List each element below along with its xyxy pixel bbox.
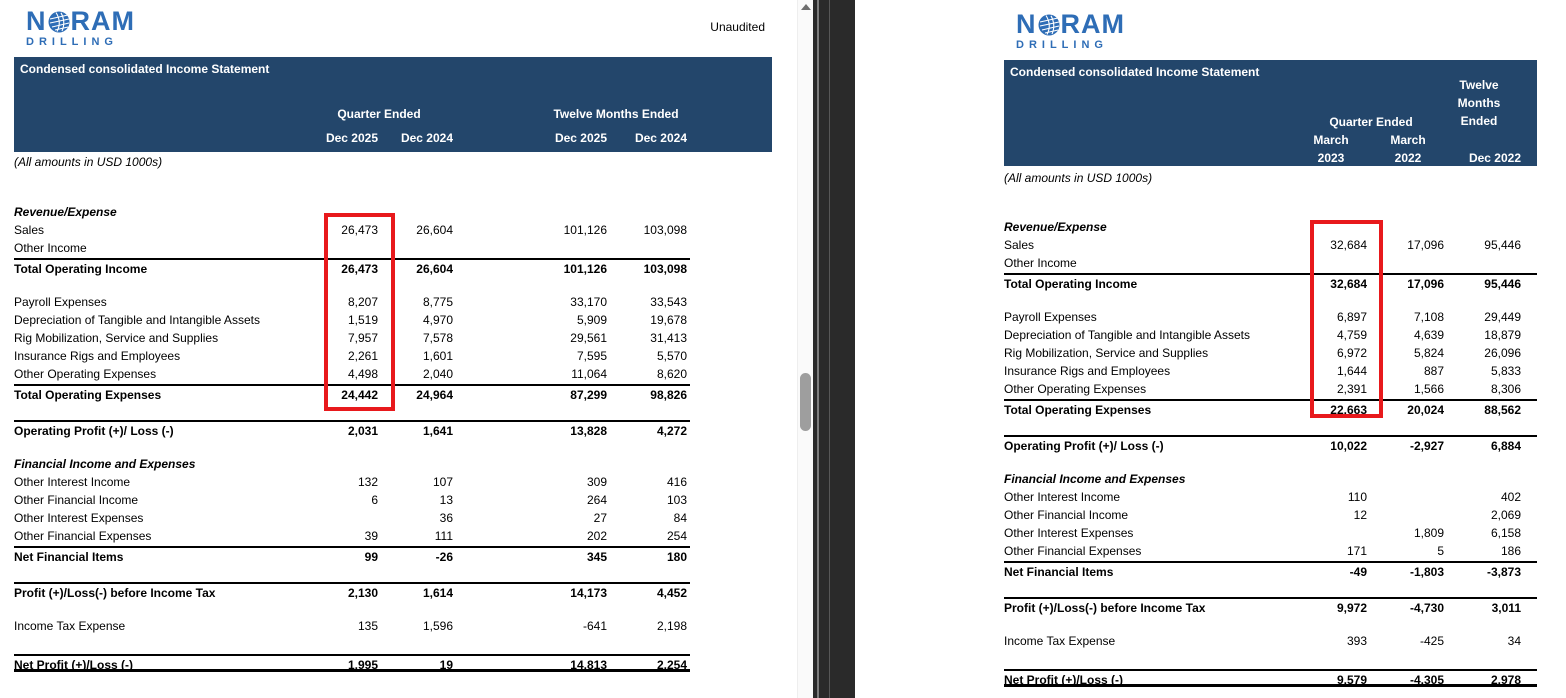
cell-value: 26,604 <box>416 223 453 237</box>
cell-value: 26,473 <box>341 262 378 276</box>
cell-value: 33,543 <box>650 295 687 309</box>
cell-value: 2,040 <box>422 367 453 381</box>
globe-icon <box>48 11 70 33</box>
cell-value: 32,684 <box>1330 238 1367 252</box>
cell-value: 18,879 <box>1484 328 1521 342</box>
cell-value: 17,096 <box>1407 238 1444 252</box>
cell-value: 2,031 <box>347 424 378 438</box>
cell-value: 20,024 <box>1407 403 1444 417</box>
noram-drilling-logo <box>26 8 135 48</box>
statement-title: Condensed consolidated Income Statement <box>20 62 270 76</box>
table-row <box>14 474 690 492</box>
cell-value: -49 <box>1349 565 1367 579</box>
col-header-q2: Dec 2024 <box>400 131 453 145</box>
statement-header-band <box>14 57 772 152</box>
months-line: Months <box>1457 96 1501 110</box>
spacer-row <box>1004 417 1537 435</box>
row-label: Profit (+)/Loss(-) before Income Tax <box>14 586 216 600</box>
cell-value: 13,828 <box>570 424 607 438</box>
table-row <box>1004 489 1537 507</box>
row-label: Sales <box>14 223 45 237</box>
cell-value: 8,775 <box>422 295 453 309</box>
table-row <box>1004 399 1537 417</box>
table-row <box>1004 471 1537 489</box>
cell-value: 1,644 <box>1336 364 1367 378</box>
cell-value: 4,272 <box>656 424 687 438</box>
cell-value: -1,803 <box>1409 565 1444 579</box>
col-header-q1: Dec 2025 <box>325 131 378 145</box>
cell-value: 14,173 <box>570 586 607 600</box>
table-row <box>1004 597 1537 615</box>
cell-value: 12 <box>1353 508 1367 522</box>
col-group-quarter-ended: Quarter Ended <box>337 107 421 121</box>
row-label: Other Interest Expenses <box>14 511 144 525</box>
table-row <box>14 546 690 564</box>
cell-value: -4,305 <box>1409 673 1444 687</box>
cell-value: 26,604 <box>416 262 453 276</box>
cell-value: 88,562 <box>1484 403 1521 417</box>
col-header-t1: Dec 2025 <box>554 131 607 145</box>
highlight-box <box>1310 220 1383 418</box>
twelve-line: Twelve <box>1459 78 1499 92</box>
cell-value: 36 <box>439 511 453 525</box>
cell-value: 7,578 <box>422 331 453 345</box>
row-label: Other Interest Expenses <box>1004 526 1134 540</box>
cell-value: 103,098 <box>643 223 687 237</box>
row-label: Other Operating Expenses <box>14 367 157 381</box>
cell-value: 13 <box>439 493 453 507</box>
cell-value: 416 <box>666 475 687 489</box>
cell-value: -2,927 <box>1409 439 1444 453</box>
logo-text-n: N <box>26 6 47 36</box>
cell-value: -26 <box>435 550 453 564</box>
cell-value: 2,198 <box>656 619 687 633</box>
cell-value: 6,884 <box>1490 439 1521 453</box>
cell-value: 9,972 <box>1336 601 1367 615</box>
cell-value: 4,970 <box>422 313 453 327</box>
cell-value: 345 <box>586 550 607 564</box>
cell-value: 6 <box>371 493 378 507</box>
cell-value: 5,570 <box>656 349 687 363</box>
row-label: Other Interest Income <box>14 475 131 489</box>
cell-value: 6,972 <box>1336 346 1367 360</box>
row-label: Sales <box>1004 238 1035 252</box>
cell-value: 19 <box>439 658 453 672</box>
table-row <box>1004 435 1537 453</box>
row-label: Profit (+)/Loss(-) before Income Tax <box>1004 601 1206 615</box>
scroll-up-arrow-icon[interactable] <box>801 4 811 10</box>
amounts-note: (All amounts in USD 1000s) <box>14 155 163 169</box>
cell-value: 1,995 <box>347 658 378 672</box>
row-label: Income Tax Expense <box>14 619 126 633</box>
row-label: Total Operating Income <box>14 262 148 276</box>
cell-value: 9,579 <box>1336 673 1367 687</box>
cell-value: 22,663 <box>1330 403 1367 417</box>
table-row <box>1004 363 1537 381</box>
logo-subtext: DRILLING <box>1016 39 1108 51</box>
row-label: Other Financial Income <box>14 493 139 507</box>
divider-highlight-line <box>817 0 819 698</box>
col-group-quarter-ended: Quarter Ended <box>1329 115 1413 129</box>
table-row <box>1004 381 1537 399</box>
vertical-scrollbar[interactable] <box>797 0 814 698</box>
cell-value: 101,126 <box>563 223 607 237</box>
cell-value: 6,897 <box>1336 310 1367 324</box>
table-row <box>1004 255 1537 273</box>
col-header-2022: 2022 <box>1394 151 1422 165</box>
row-label: Other Income <box>1004 256 1077 270</box>
cell-value: -3,873 <box>1486 565 1521 579</box>
cell-value: 264 <box>586 493 607 507</box>
table-row <box>14 510 690 528</box>
table-row <box>1004 561 1537 579</box>
cell-value: 4,498 <box>347 367 378 381</box>
cell-value: 1,614 <box>422 586 453 600</box>
spacer-row <box>1004 453 1537 471</box>
row-label: Depreciation of Tangible and Intangible Assets <box>1004 328 1250 342</box>
cell-value: 132 <box>357 475 378 489</box>
row-label: Insurance Rigs and Employees <box>14 349 181 363</box>
row-label: Financial Income and Expenses <box>1004 472 1186 486</box>
ended-line: Ended <box>1460 114 1498 128</box>
cell-value: 8,207 <box>347 295 378 309</box>
income-statement-table <box>1004 219 1537 687</box>
cell-value: 32,684 <box>1330 277 1367 291</box>
cell-value: 29,561 <box>570 331 607 345</box>
row-label: Net Financial Items <box>1004 565 1114 579</box>
cell-value: 6,158 <box>1490 526 1521 540</box>
cell-value: 4,759 <box>1336 328 1367 342</box>
cell-value: 110 <box>1347 490 1367 504</box>
table-row <box>14 582 690 600</box>
cell-value: 84 <box>673 511 687 525</box>
row-label: Rig Mobilization, Service and Supplies <box>1004 346 1209 360</box>
spacer-row <box>14 564 690 582</box>
globe-icon <box>1038 14 1060 36</box>
col-header-2023: 2023 <box>1317 151 1345 165</box>
cell-value: 393 <box>1346 634 1367 648</box>
cell-value: 5 <box>1437 544 1444 558</box>
cell-value: 186 <box>1500 544 1521 558</box>
cell-value: 103 <box>666 493 687 507</box>
row-label: Other Income <box>14 241 87 255</box>
row-label: Depreciation of Tangible and Intangible Assets <box>14 313 260 327</box>
cell-value: 26,096 <box>1484 346 1521 360</box>
cell-value: 8,620 <box>656 367 687 381</box>
cell-value: 5,909 <box>576 313 607 327</box>
row-label: Revenue/Expense <box>14 205 117 219</box>
table-row <box>1004 219 1537 237</box>
cell-value: 87,299 <box>570 388 607 402</box>
row-label: Other Financial Expenses <box>14 529 152 543</box>
row-label: Net Financial Items <box>14 550 124 564</box>
cell-value: -641 <box>582 619 607 633</box>
row-label: Net Profit (+)/Loss (-) <box>14 658 133 672</box>
pane-divider[interactable] <box>813 0 855 698</box>
cell-value: -425 <box>1419 634 1444 648</box>
cell-value: 34 <box>1507 634 1521 648</box>
row-label: Rig Mobilization, Service and Supplies <box>14 331 219 345</box>
table-row <box>14 456 690 474</box>
cell-value: 402 <box>1500 490 1521 504</box>
cell-value: 4,639 <box>1413 328 1444 342</box>
col-header-dec-2022: Dec 2022 <box>1468 151 1521 165</box>
cell-value: 1,566 <box>1413 382 1444 396</box>
logo-wordmark <box>1016 11 1125 38</box>
row-label: Total Operating Income <box>1004 277 1138 291</box>
cell-value: 107 <box>432 475 453 489</box>
table-row <box>1004 309 1537 327</box>
logo-text-n: N <box>1016 9 1037 39</box>
cell-value: 95,446 <box>1484 238 1521 252</box>
col-header-t2: Dec 2024 <box>634 131 687 145</box>
table-row <box>1004 633 1537 651</box>
col-header-march-2: March <box>1390 133 1426 147</box>
spacer-row <box>14 636 690 654</box>
col-header-march-1: March <box>1313 133 1349 147</box>
cell-value: 27 <box>593 511 607 525</box>
cell-value: 14,813 <box>570 658 607 672</box>
divider-shadow-line <box>829 0 830 698</box>
cell-value: 309 <box>586 475 607 489</box>
spacer-row <box>14 600 690 618</box>
cell-value: 1,601 <box>422 349 453 363</box>
row-label: Income Tax Expense <box>1004 634 1116 648</box>
table-row <box>1004 237 1537 255</box>
cell-value: 103,098 <box>643 262 687 276</box>
row-label: Other Financial Expenses <box>1004 544 1142 558</box>
cell-value: 5,824 <box>1413 346 1444 360</box>
table-row <box>1004 525 1537 543</box>
cell-value: 2,130 <box>347 586 378 600</box>
cell-value: 171 <box>1346 544 1367 558</box>
cell-value: 24,964 <box>416 388 453 402</box>
cell-value: 2,978 <box>1490 673 1521 687</box>
cell-value: 8,306 <box>1490 382 1521 396</box>
cell-value: 7,595 <box>576 349 607 363</box>
cell-value: 10,022 <box>1330 439 1367 453</box>
logo-text-ram: RAM <box>70 6 135 36</box>
table-row <box>1004 327 1537 345</box>
cell-value: 31,413 <box>650 331 687 345</box>
table-row <box>1004 543 1537 561</box>
row-label: Other Financial Income <box>1004 508 1129 522</box>
table-row <box>14 654 690 672</box>
unaudited-label: Unaudited <box>710 20 765 34</box>
cell-value: 1,596 <box>422 619 453 633</box>
cell-value: 3,011 <box>1491 601 1521 615</box>
cell-value: 180 <box>666 550 687 564</box>
table-row <box>14 528 690 546</box>
cell-value: 39 <box>364 529 378 543</box>
statement-header-band <box>1004 60 1537 166</box>
table-row <box>1004 273 1537 291</box>
cell-value: -4,730 <box>1409 601 1444 615</box>
logo-subtext: DRILLING <box>26 36 118 48</box>
noram-drilling-logo <box>1016 11 1125 51</box>
col-group-twelve-months: Twelve Months Ended <box>553 107 679 121</box>
row-label: Financial Income and Expenses <box>14 457 196 471</box>
spacer-row <box>1004 615 1537 633</box>
cell-value: 887 <box>1423 364 1444 378</box>
cell-value: 2,391 <box>1336 382 1367 396</box>
spacer-row <box>1004 651 1537 669</box>
row-label: Other Interest Income <box>1004 490 1121 504</box>
spacer-row <box>1004 291 1537 309</box>
cell-value: 7,108 <box>1413 310 1444 324</box>
cell-value: 1,809 <box>1413 526 1444 540</box>
cell-value: 101,126 <box>563 262 607 276</box>
row-label: Revenue/Expense <box>1004 220 1107 234</box>
row-label: Operating Profit (+)/ Loss (-) <box>14 424 174 438</box>
cell-value: 1,641 <box>422 424 453 438</box>
cell-value: 1,519 <box>347 313 378 327</box>
right-document-pane <box>855 0 1566 698</box>
cell-value: 111 <box>434 529 453 543</box>
cell-value: 24,442 <box>341 388 378 402</box>
cell-value: 2,261 <box>347 349 378 363</box>
cell-value: 5,833 <box>1490 364 1521 378</box>
logo-text-ram: RAM <box>1060 9 1125 39</box>
cell-value: 2,254 <box>656 658 687 672</box>
cell-value: 17,096 <box>1407 277 1444 291</box>
cell-value: 29,449 <box>1484 310 1521 324</box>
amounts-note: (All amounts in USD 1000s) <box>1004 171 1153 185</box>
spacer-row <box>14 438 690 456</box>
cell-value: 254 <box>666 529 687 543</box>
logo-wordmark <box>26 8 135 35</box>
cell-value: 2,069 <box>1490 508 1521 522</box>
cell-value: 7,957 <box>347 331 378 345</box>
cell-value: 202 <box>586 529 607 543</box>
table-row <box>14 618 690 636</box>
highlight-box <box>324 213 395 411</box>
col-group-twelve-months <box>1429 76 1529 130</box>
cell-value: 11,064 <box>571 367 607 381</box>
row-label: Operating Profit (+)/ Loss (-) <box>1004 439 1164 453</box>
row-label: Total Operating Expenses <box>1004 403 1152 417</box>
cell-value: 95,446 <box>1484 277 1521 291</box>
row-label: Insurance Rigs and Employees <box>1004 364 1171 378</box>
row-label: Payroll Expenses <box>1004 310 1097 324</box>
row-label: Net Profit (+)/Loss (-) <box>1004 673 1123 687</box>
cell-value: 26,473 <box>341 223 378 237</box>
cell-value: 99 <box>364 550 378 564</box>
row-label: Other Operating Expenses <box>1004 382 1147 396</box>
spacer-row <box>1004 579 1537 597</box>
cell-value: 135 <box>357 619 378 633</box>
table-row <box>14 420 690 438</box>
cell-value: 19,678 <box>650 313 687 327</box>
cell-value: 33,170 <box>570 295 607 309</box>
scrollbar-thumb[interactable] <box>800 373 811 431</box>
row-label: Payroll Expenses <box>14 295 107 309</box>
statement-title: Condensed consolidated Income Statement <box>1010 65 1260 79</box>
table-row <box>1004 669 1537 687</box>
table-row <box>1004 345 1537 363</box>
cell-value: 4,452 <box>656 586 687 600</box>
cell-value: 98,826 <box>650 388 687 402</box>
table-row <box>14 492 690 510</box>
row-label: Total Operating Expenses <box>14 388 162 402</box>
table-row <box>1004 507 1537 525</box>
